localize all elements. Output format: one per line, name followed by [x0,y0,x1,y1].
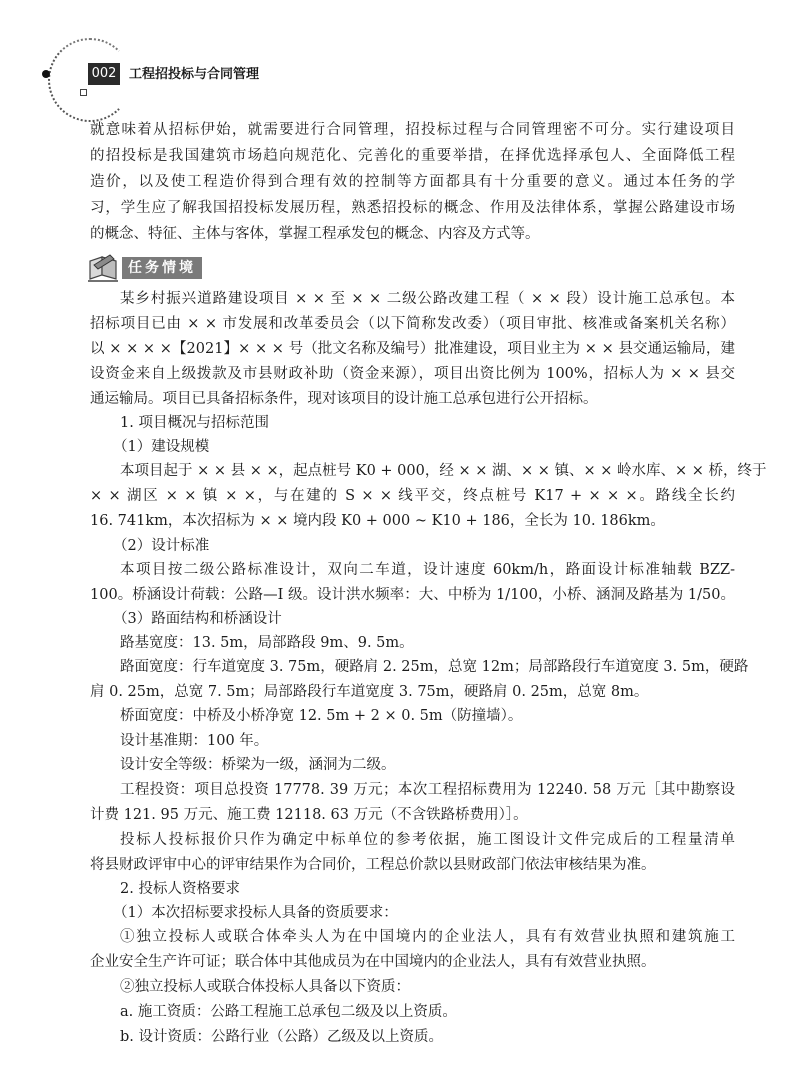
body-line: 16. 741km，本次招标为 × × 境内段 K0 + 000 ~ K10 + 186，全长为 10. 186km。 [90,513,665,529]
body-line: 某乡村振兴道路建设项目 × × 至 × × 二级公路改建工程（ × × 段）设计施工总承包。本 [120,291,735,307]
body-line: 桥面宽度：中桥及小桥净宽 12. 5m + 2 × 0. 5m（防撞墙）。 [120,708,523,724]
body-line: 招标项目已由 × × 市发展和改革委员会（以下简称发改委）（项目审批、核准或备案机关名称） [90,316,735,332]
section-badge-label: 任务情境 [122,257,202,279]
body-line: 企业安全生产许可证；联合体中其他成员为在中国境内的企业法人，具有有效营业执照。 [90,954,656,970]
body-line: 设计基准期：100 年。 [120,733,269,749]
subsection-heading: （1）本次招标要求投标人具备的资质要求： [113,905,398,921]
body-line: 投标人投标报价只作为确定中标单位的参考依据，施工图设计文件完成后的工程量清单 [120,832,735,848]
subsection-heading: （2）设计标准 [113,538,210,554]
body-line: ②独立投标人或联合体投标人具备以下资质： [120,979,410,995]
section-heading: 2. 投标人资格要求 [120,881,240,897]
book-title: 工程招投标与合同管理 [129,67,260,82]
header-bullet-dot [42,70,50,78]
page-number: 002 [88,63,120,85]
body-line: ①独立投标人或联合体牵头人为在中国境内的企业法人，具有有效营业执照和建筑施工 [120,929,735,945]
body-line: 100。桥涵设计荷载：公路—I 级。设计洪水频率：大、中桥为 1/100，小桥、涵洞及路基为 1/50。 [90,587,735,603]
body-line: 将县财政评审中心的评审结果作为合同价，工程总价款以县财政部门依法审核结果为准。 [90,857,656,873]
header-decoration-square [80,89,87,96]
subsection-heading: （1）建设规模 [113,439,210,455]
intro-line: 的招投标是我国建筑市场趋向规范化、完善化的重要举措，在择优选择承包人、全面降低工程 [90,148,735,164]
body-line: 设资金来自上级拨款及市县财政补助（资金来源），项目出资比例为 100%，招标人为 × × 县交 [90,366,735,382]
body-line: 本项目起于 × × 县 × ×，起点桩号 K0 + 000，经 × × 湖、× × 镇、× × 岭水库、× × 桥，终于 [120,463,767,479]
intro-line: 的概念、特征、主体与客体，掌握工程承发包的概念、内容及方式等。 [90,226,540,242]
body-line: 设计安全等级：桥梁为一级，涵洞为二级。 [120,757,396,773]
intro-line: 造价，以及使工程造价得到合理有效的控制等方面都具有十分重要的意义。通过本任务的学 [90,174,735,190]
subsection-heading: （3）路面结构和桥涵设计 [113,611,282,627]
body-line: 路面宽度：行车道宽度 3. 75m，硬路肩 2. 25m，总宽 12m；局部路段行车道宽度 3. 5m，硬路 [120,659,749,675]
body-line: b. 设计资质：公路行业（公路）乙级及以上资质。 [120,1029,443,1045]
body-line: × × 湖区 × × 镇 × ×，与在建的 S × × 线平交，终点桩号 K17 + × × ×。路线全长约 [90,488,735,504]
intro-line: 习，学生应了解我国招投标发展历程，熟悉招投标的概念、作用及法律体系，掌握公路建设市场 [90,200,735,216]
section-badge [88,253,216,283]
section-heading: 1. 项目概况与招标范围 [120,415,269,431]
body-line: 通运输局。项目已具备招标条件，现对该项目的设计施工总承包进行公开招标。 [90,391,598,407]
body-line: 路基宽度：13. 5m，局部路段 9m、9. 5m。 [120,635,414,651]
intro-line: 就意味着从招标伊始，就需要进行合同管理，招投标过程与合同管理密不可分。实行建设项目 [90,122,735,138]
body-line: 工程投资：项目总投资 17778. 39 万元；本次工程招标费用为 12240. 58 万元［其中勘察设 [120,782,735,798]
body-line: 以 × × × ×【2021】× × × 号（批文名称及编号）批准建设，项目业主为 × × 县交通运输局，建 [90,341,735,357]
body-line: a. 施工资质：公路工程施工总承包二级及以上资质。 [120,1004,457,1020]
body-line: 肩 0. 25m，总宽 7. 5m；局部路段行车道宽度 3. 75m，硬路肩 0. 25m，总宽 8m。 [90,684,649,700]
body-line: 计费 121. 95 万元、施工费 12118. 63 万元（不含铁路桥费用）］。 [90,807,528,823]
body-line: 本项目按二级公路标准设计，双向二车道，设计速度 60km/h，路面设计标准轴载 BZZ- [120,562,735,578]
